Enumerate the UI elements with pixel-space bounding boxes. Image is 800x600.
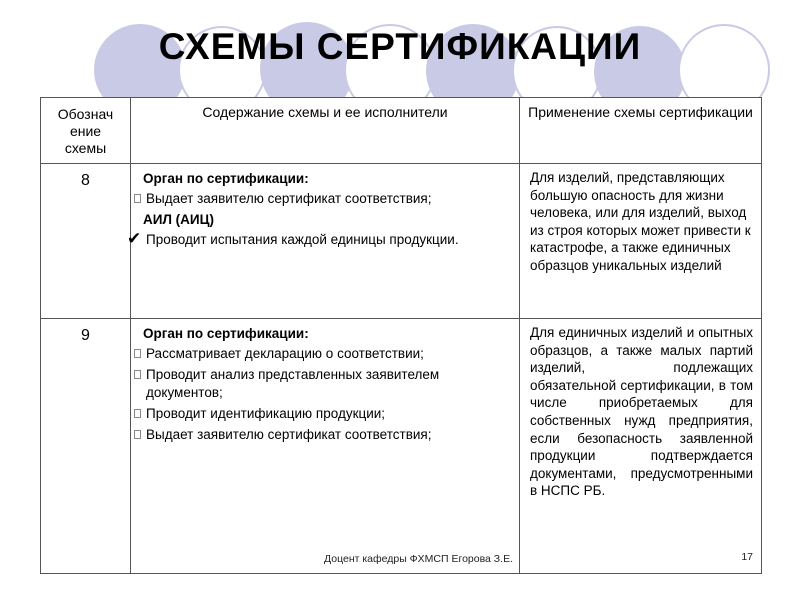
- table-header-row: [41, 98, 762, 164]
- scheme-application: [520, 319, 762, 574]
- checkbox-bullet-icon: [134, 349, 141, 358]
- list-item-text: Выдает заявителю сертификат соответствия;: [146, 427, 432, 442]
- checkmark-icon: ✔: [127, 229, 142, 248]
- table-row: [41, 164, 762, 319]
- scheme-content: [127, 164, 520, 319]
- list-item-text: Выдает заявителю сертификат соответствия;: [146, 191, 432, 206]
- list-item-text: Рассматривает декларацию о соответствии;: [146, 346, 424, 361]
- list-item: [137, 366, 513, 402]
- list-item: [137, 405, 513, 423]
- header-designation-line-3: схемы: [64, 140, 107, 156]
- list-item: [137, 345, 513, 363]
- checkbox-bullet-icon: [134, 370, 141, 379]
- header-designation-line-2: ение: [69, 123, 102, 139]
- list-item-text: Проводит испытания каждой единицы продукции.: [146, 232, 459, 247]
- scheme-number: 9: [41, 319, 131, 574]
- application-text: Для единичных изделий и опытных образцов, а также малых партий изделий, подлежащих обязательной сертификации, в том числе приобретаемых для собственных нужд предприятия, если безопасность заявленной продукции подтверждается документами, предусмотренными в НСПС РБ.: [530, 325, 753, 499]
- checkbox-bullet-icon: [134, 409, 141, 418]
- list-item: [137, 190, 513, 208]
- header-application: Применение схемы сертификации: [520, 98, 762, 164]
- block-heading: Орган по сертификации:: [143, 326, 309, 341]
- footer-author: Доцент кафедры ФХМСП Егорова З.Е.: [324, 553, 513, 565]
- slide-title: СХЕМЫ СЕРТИФИКАЦИИ: [158, 26, 642, 67]
- scheme-application: Для изделий, представляющих большую опасность для жизни человека, или для изделий, выход из строя которых может привести к катастрофе, а также единичных образцов уникальных изделий: [520, 164, 762, 319]
- scheme-content: [131, 319, 520, 574]
- list-item-text: Проводит анализ представленных заявителем документов;: [146, 367, 440, 400]
- scheme-number: 8: [41, 164, 131, 319]
- block-heading: Орган по сертификации:: [143, 171, 309, 186]
- list-item-text: Проводит идентификацию продукции;: [146, 406, 386, 421]
- list-item: [127, 229, 513, 249]
- page-number: 17: [741, 551, 753, 564]
- header-designation-line-1: Обознач: [57, 106, 114, 122]
- header-designation: [41, 98, 131, 164]
- list-item: [137, 426, 513, 444]
- checkbox-bullet-icon: [134, 430, 141, 439]
- block-heading: АИЛ (АИЦ): [143, 212, 214, 227]
- checkbox-bullet-icon: [134, 194, 141, 203]
- header-content: Содержание схемы и ее исполнители: [131, 98, 520, 164]
- schemes-table: [40, 97, 762, 574]
- table-row: [41, 319, 762, 574]
